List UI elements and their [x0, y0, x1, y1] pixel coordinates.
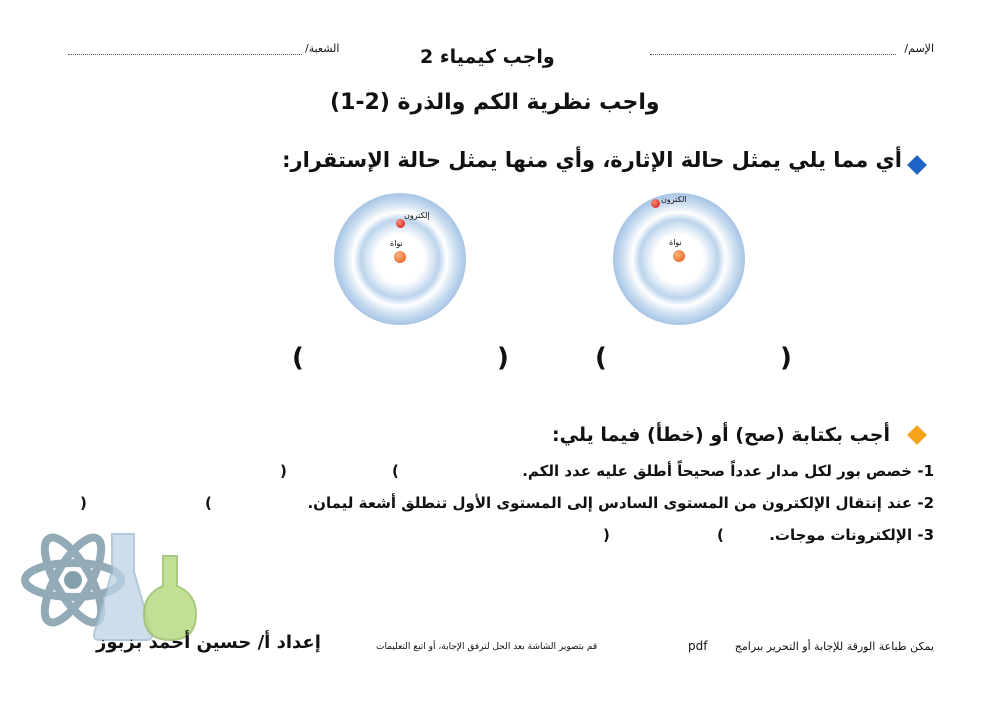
diamond-bullet-icon: [907, 155, 927, 175]
author-credit: إعداد أ/ حسين أحمد بزبوز: [96, 632, 321, 653]
flask-icon: [142, 552, 198, 644]
electron-label: إلكترون: [404, 211, 430, 220]
main-title: واجب نظرية الكم والذرة (2-1): [330, 90, 660, 115]
answer-field-left[interactable]: [310, 345, 495, 373]
atom-diagram-right: [613, 193, 745, 325]
statement-3: 3- الإلكترونات موجات.: [769, 526, 934, 544]
statement-1: 1- خصص بور لكل مدار عدداً صحيحاً أطلق عليه عدد الكم.: [522, 462, 934, 480]
nucleus-label: نواة: [669, 238, 682, 247]
answer-paren: ): [780, 343, 792, 373]
answer-field-3[interactable]: [615, 526, 713, 546]
nucleus-dot: [394, 251, 406, 263]
instructions-right: يمكن طباعة الورقة للإجابة أو التحرير ببرامج: [734, 640, 934, 653]
answer-paren: ): [280, 462, 287, 480]
diamond-bullet-icon: [907, 425, 927, 445]
answer-paren: (: [205, 494, 212, 512]
answer-paren: (: [717, 526, 724, 544]
instructions-center: قم بتصوير الشاشة بعد الحل لترفق الإجابة، أو اتبع التعليمات: [376, 642, 598, 652]
homework-title: واجب كيمياء 2: [420, 46, 555, 68]
answer-field-2[interactable]: [92, 494, 200, 514]
answer-field-1[interactable]: [292, 462, 388, 482]
answer-field-right[interactable]: [612, 345, 778, 373]
section-label: الشعبة/: [305, 42, 340, 55]
answer-paren: ): [497, 343, 509, 373]
section-field[interactable]: [68, 54, 302, 55]
electron-dot: [651, 199, 660, 208]
electron-dot: [396, 219, 405, 228]
nucleus-label: نواة: [390, 239, 403, 248]
pdf-label: pdf: [688, 639, 708, 653]
answer-paren: (: [392, 462, 399, 480]
answer-paren: (: [292, 343, 304, 373]
answer-paren: (: [595, 343, 607, 373]
answer-paren: ): [603, 526, 610, 544]
atom-diagram-left: [334, 193, 466, 325]
question2-prompt: أجب بكتابة (صح) أو (خطأ) فيما يلي:: [552, 424, 890, 446]
question1-prompt: أي مما يلي يمثل حالة الإثارة، وأي منها يمثل حالة الإستقرار:: [282, 148, 902, 172]
electron-label: الكترون: [661, 195, 687, 204]
statement-2: 2- عند إنتقال الإلكترون من المستوى السادس إلى المستوى الأول تنطلق أشعة ليمان.: [307, 494, 934, 512]
name-field[interactable]: [650, 54, 896, 55]
answer-paren: ): [80, 494, 87, 512]
name-label: الإسم/: [904, 42, 934, 55]
nucleus-dot: [673, 250, 685, 262]
